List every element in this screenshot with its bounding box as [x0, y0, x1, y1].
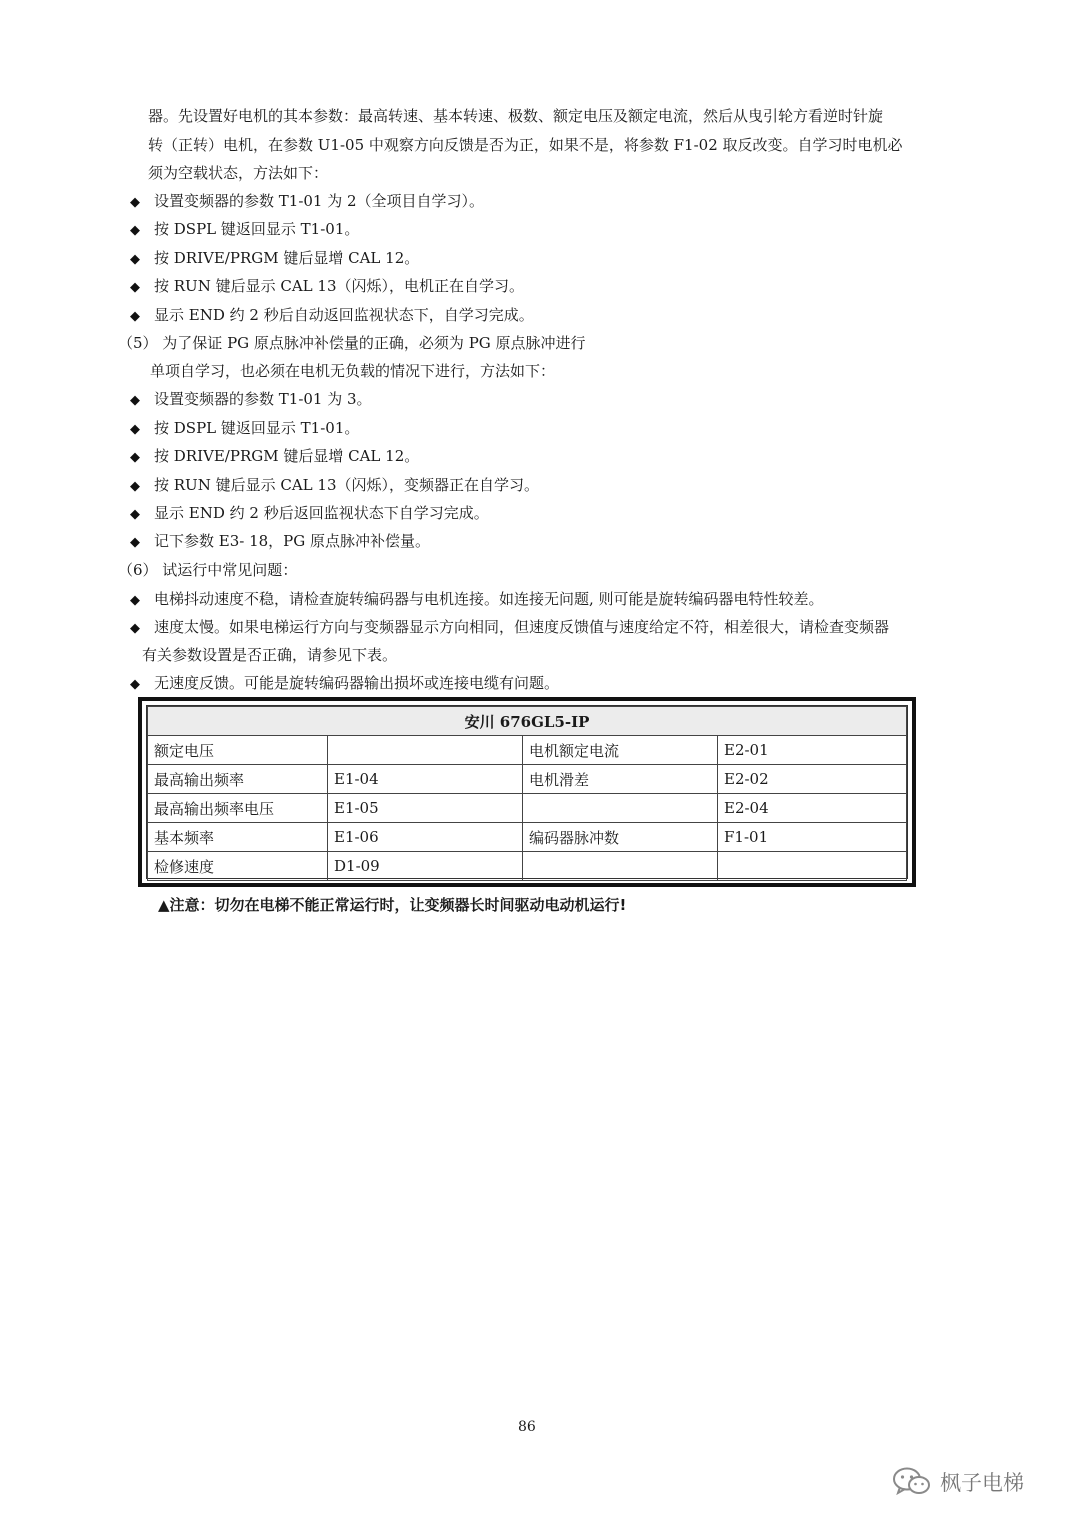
list-item-text: 按 DRIVE/PRGM 键后显增 CAL 12。: [154, 447, 420, 465]
list-item: [130, 673, 559, 695]
list-item: [130, 617, 889, 639]
list-item-text: 按 RUN 键后显示 CAL 13（闪烁），变频器正在自学习。: [154, 476, 539, 494]
table-row: [148, 852, 907, 881]
diamond-bullet-icon: ◆: [130, 252, 140, 267]
paragraph-line-3: 须为空载状态，方法如下：: [148, 164, 329, 182]
table-cell: E2-02: [718, 765, 907, 794]
diamond-bullet-icon: ◆: [130, 677, 140, 692]
list-item: [130, 248, 419, 270]
diamond-bullet-icon: ◆: [130, 479, 140, 494]
table-cell: F1-01: [718, 823, 907, 852]
list-item: [130, 305, 534, 327]
table-cell: 最高输出频率电压: [148, 794, 328, 823]
list-item-text: 按 RUN 键后显示 CAL 13（闪烁），电机正在自学习。: [154, 277, 524, 295]
diamond-bullet-icon: ◆: [130, 621, 140, 636]
diamond-bullet-icon: ◆: [130, 223, 140, 238]
parameter-table: [147, 706, 907, 881]
list-item-text: 显示 END 约 2 秒后自动返回监视状态下，自学习完成。: [154, 306, 534, 324]
list-item: [130, 475, 539, 497]
section-5-line2: 单项自学习，也必须在电机无负载的情况下进行，方法如下：: [150, 362, 556, 380]
table-cell: D1-09: [328, 852, 523, 881]
list-item-text: 设置变频器的参数 T1-01 为 3。: [154, 390, 372, 408]
page-number: 86: [518, 1419, 536, 1435]
table-cell: E1-05: [328, 794, 523, 823]
table-cell: E1-04: [328, 765, 523, 794]
list-item-text: 速度太慢。如果电梯运行方向与变频器显示方向相同，但速度反馈值与速度给定不符，相差很大，请检查变频器: [154, 618, 890, 636]
table-cell: 检修速度: [148, 852, 328, 881]
diamond-bullet-icon: ◆: [130, 535, 140, 550]
parameter-table-inner: [146, 705, 908, 879]
table-title: 安川 676GL5-IP: [148, 707, 907, 736]
table-cell: [523, 794, 718, 823]
section-5-heading: （5） 为了保证 PG 原点脉冲补偿量的正确，必须为 PG 原点脉冲进行: [118, 334, 586, 352]
diamond-bullet-icon: ◆: [130, 450, 140, 465]
list-item: [130, 418, 359, 440]
table-cell: [328, 736, 523, 765]
diamond-bullet-icon: ◆: [130, 393, 140, 408]
diamond-bullet-icon: ◆: [130, 507, 140, 522]
list-item: [130, 389, 372, 411]
list-item-text: 显示 END 约 2 秒后返回监视状态下自学习完成。: [154, 504, 489, 522]
warning-note: ▲注意：切勿在电梯不能正常运行时，让变频器长时间驱动电动机运行!: [158, 896, 627, 914]
list-item-text: 电梯抖动速度不稳，请检查旋转编码器与电机连接。如连接无问题, 则可能是旋转编码器电特性较差。: [154, 590, 824, 608]
watermark: [892, 1466, 1024, 1498]
table-row: [148, 765, 907, 794]
diamond-bullet-icon: ◆: [130, 280, 140, 295]
table-cell: 编码器脉冲数: [523, 823, 718, 852]
list-item-continuation: 有关参数设置是否正确，请参见下表。: [142, 646, 398, 664]
table-row: [148, 794, 907, 823]
list-item: [130, 446, 419, 468]
watermark-text: 枫子电梯: [940, 1471, 1024, 1495]
table-cell: E2-01: [718, 736, 907, 765]
paragraph-line-2: 转（正转）电机，在参数 U1-05 中观察方向反馈是否为正，如果不是，将参数 F1-02 取反改变。自学习时电机必: [148, 136, 903, 154]
table-cell: E1-06: [328, 823, 523, 852]
list-item: [130, 589, 824, 611]
list-item: [130, 276, 524, 298]
list-item-text: 记下参数 E3- 18，PG 原点脉冲补偿量。: [154, 532, 431, 550]
list-item: [130, 219, 359, 241]
table-cell: 基本频率: [148, 823, 328, 852]
wechat-icon: [892, 1466, 932, 1498]
diamond-bullet-icon: ◆: [130, 195, 140, 210]
table-title-row: [148, 707, 907, 736]
list-item-text: 按 DRIVE/PRGM 键后显增 CAL 12。: [154, 249, 420, 267]
table-cell: [523, 852, 718, 881]
diamond-bullet-icon: ◆: [130, 593, 140, 608]
table-cell: [718, 852, 907, 881]
list-item-text: 设置变频器的参数 T1-01 为 2（全项目自学习）。: [154, 192, 485, 210]
parameter-table-frame: [138, 697, 916, 887]
list-item-text: 按 DSPL 键返回显示 T1-01。: [154, 419, 360, 437]
section-6-heading: （6） 试运行中常见问题：: [118, 561, 298, 579]
table-cell: 最高输出频率: [148, 765, 328, 794]
diamond-bullet-icon: ◆: [130, 422, 140, 437]
list-item-text: 无速度反馈。可能是旋转编码器输出损坏或连接电缆有问题。: [154, 674, 560, 692]
diamond-bullet-icon: ◆: [130, 309, 140, 324]
table-row: [148, 736, 907, 765]
list-item-text: 按 DSPL 键返回显示 T1-01。: [154, 220, 360, 238]
table-cell: 电机滑差: [523, 765, 718, 794]
list-item: [130, 503, 489, 525]
list-item: [130, 191, 484, 213]
table-cell: 电机额定电流: [523, 736, 718, 765]
table-row: [148, 823, 907, 852]
list-item: [130, 531, 430, 553]
paragraph-line-1: 器。先设置好电机的其本参数：最高转速、基本转速、极数、额定电压及额定电流，然后从曳引轮方看逆时针旋: [148, 107, 884, 125]
table-cell: 额定电压: [148, 736, 328, 765]
table-cell: E2-04: [718, 794, 907, 823]
